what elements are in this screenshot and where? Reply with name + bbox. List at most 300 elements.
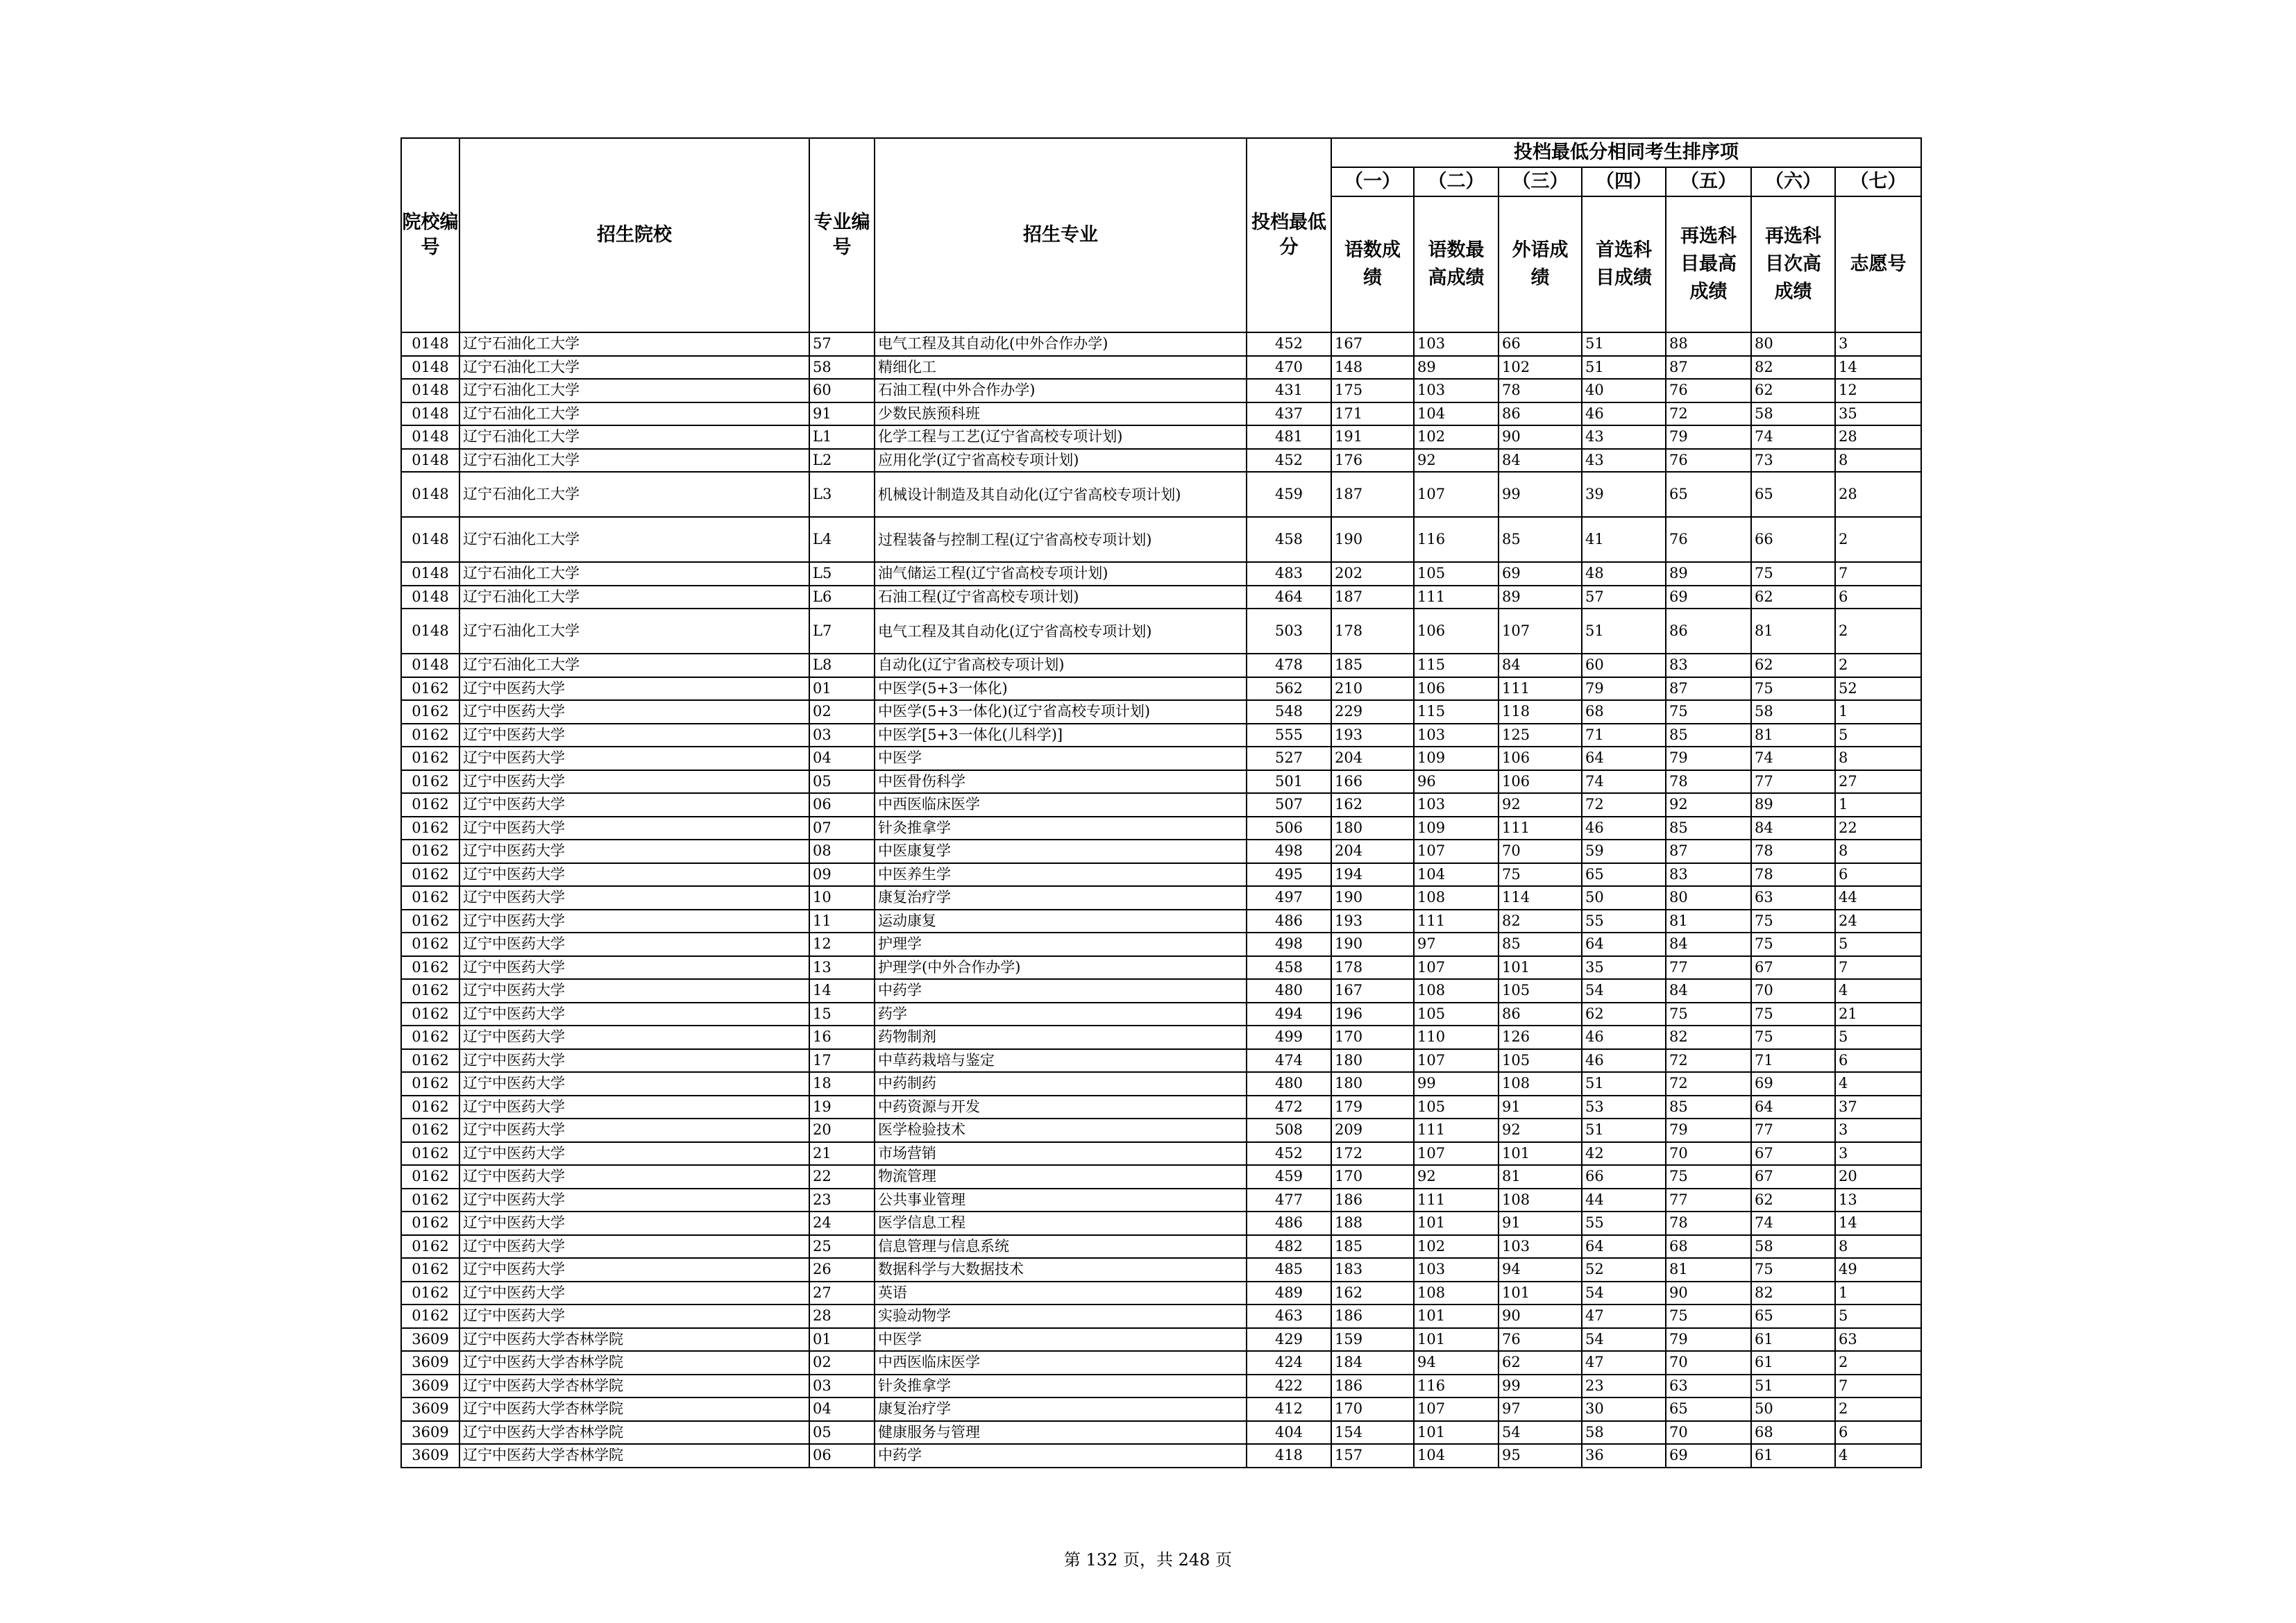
sort4-cell: 36	[1582, 1444, 1666, 1468]
sort6-cell: 58	[1751, 700, 1835, 724]
major-name-cell: 少数民族预科班	[875, 402, 1247, 426]
school-code-cell: 0162	[401, 1258, 459, 1282]
sort1-cell: 159	[1331, 1328, 1414, 1352]
sort3-cell: 86	[1499, 402, 1582, 426]
major-code-cell: 23	[809, 1189, 875, 1212]
min-score-cell: 508	[1247, 1119, 1331, 1142]
sort3-cell: 89	[1499, 586, 1582, 609]
sort1-cell: 178	[1331, 609, 1414, 654]
major-code-cell: 24	[809, 1212, 875, 1235]
sort5-cell: 75	[1666, 700, 1751, 724]
table-row	[401, 609, 1921, 654]
sort7-cell: 7	[1835, 956, 1921, 980]
major-code-cell: 09	[809, 863, 875, 887]
sort5-cell: 76	[1666, 517, 1751, 562]
sort6-cell: 61	[1751, 1328, 1835, 1352]
sort1-cell: 186	[1331, 1189, 1414, 1212]
table-row	[401, 425, 1921, 449]
table-body	[401, 332, 1921, 1468]
header-order-3: （三）	[1499, 167, 1582, 196]
school-code-cell: 3609	[401, 1421, 459, 1445]
sort5-cell: 83	[1666, 654, 1751, 677]
sort6-cell: 64	[1751, 1096, 1835, 1119]
sort6-cell: 78	[1751, 863, 1835, 887]
sort1-cell: 188	[1331, 1212, 1414, 1235]
sort1-cell: 162	[1331, 1282, 1414, 1305]
school-code-cell: 0148	[401, 379, 459, 402]
sort2-cell: 101	[1414, 1421, 1499, 1445]
sort6-cell: 84	[1751, 817, 1835, 840]
major-name-cell: 中药制药	[875, 1072, 1247, 1096]
major-name-cell: 中医康复学	[875, 840, 1247, 863]
sort5-cell: 77	[1666, 1189, 1751, 1212]
school-code-cell: 0162	[401, 886, 459, 910]
major-name-cell: 康复治疗学	[875, 1397, 1247, 1421]
min-score-cell: 480	[1247, 1072, 1331, 1096]
sort3-cell: 70	[1499, 840, 1582, 863]
sort3-cell: 54	[1499, 1421, 1582, 1445]
sort1-cell: 210	[1331, 677, 1414, 701]
min-score-cell: 470	[1247, 356, 1331, 380]
sort6-cell: 77	[1751, 770, 1835, 794]
sort4-cell: 46	[1582, 402, 1666, 426]
sort6-cell: 50	[1751, 1397, 1835, 1421]
school-name-cell: 辽宁中医药大学	[459, 956, 809, 980]
school-name-cell: 辽宁中医药大学	[459, 1026, 809, 1049]
sort3-cell: 99	[1499, 1375, 1582, 1398]
table-row	[401, 1444, 1921, 1468]
sort7-cell: 8	[1835, 1235, 1921, 1259]
school-name-cell: 辽宁中医药大学杏林学院	[459, 1351, 809, 1375]
school-name-cell: 辽宁中医药大学杏林学院	[459, 1375, 809, 1398]
table-row	[401, 1351, 1921, 1375]
sort2-cell: 103	[1414, 793, 1499, 817]
major-code-cell: 17	[809, 1049, 875, 1073]
sort6-cell: 70	[1751, 979, 1835, 1003]
table-row	[401, 1328, 1921, 1352]
table-row	[401, 379, 1921, 402]
school-name-cell: 辽宁石油化工大学	[459, 562, 809, 586]
sort4-cell: 51	[1582, 609, 1666, 654]
school-name-cell: 辽宁中医药大学	[459, 770, 809, 794]
sort7-cell: 24	[1835, 910, 1921, 933]
sort2-cell: 92	[1414, 449, 1499, 473]
school-name-cell: 辽宁中医药大学	[459, 886, 809, 910]
school-name-cell: 辽宁石油化工大学	[459, 609, 809, 654]
sort4-cell: 66	[1582, 1165, 1666, 1189]
school-code-cell: 0162	[401, 677, 459, 701]
min-score-cell: 495	[1247, 863, 1331, 887]
sort2-cell: 106	[1414, 609, 1499, 654]
sort6-cell: 75	[1751, 1026, 1835, 1049]
min-score-cell: 431	[1247, 379, 1331, 402]
sort1-cell: 229	[1331, 700, 1414, 724]
table-row	[401, 979, 1921, 1003]
sort3-cell: 108	[1499, 1189, 1582, 1212]
table-row	[401, 1072, 1921, 1096]
major-code-cell: 06	[809, 1444, 875, 1468]
header-sort-item-1: 语数成绩	[1331, 196, 1414, 332]
sort2-cell: 104	[1414, 1444, 1499, 1468]
sort7-cell: 2	[1835, 1351, 1921, 1375]
school-code-cell: 0148	[401, 586, 459, 609]
major-code-cell: L4	[809, 517, 875, 562]
header-school-code: 院校编号	[401, 138, 459, 332]
header-order-2: （二）	[1414, 167, 1499, 196]
school-code-cell: 0162	[401, 1049, 459, 1073]
school-name-cell: 辽宁中医药大学	[459, 1282, 809, 1305]
sort2-cell: 109	[1414, 817, 1499, 840]
sort1-cell: 190	[1331, 933, 1414, 956]
sort4-cell: 51	[1582, 356, 1666, 380]
sort6-cell: 62	[1751, 1189, 1835, 1212]
sort7-cell: 14	[1835, 356, 1921, 380]
min-score-cell: 429	[1247, 1328, 1331, 1352]
min-score-cell: 555	[1247, 724, 1331, 747]
sort3-cell: 91	[1499, 1212, 1582, 1235]
school-name-cell: 辽宁中医药大学	[459, 677, 809, 701]
sort1-cell: 185	[1331, 654, 1414, 677]
sort2-cell: 115	[1414, 654, 1499, 677]
sort1-cell: 176	[1331, 449, 1414, 473]
major-name-cell: 中西医临床医学	[875, 793, 1247, 817]
sort2-cell: 111	[1414, 910, 1499, 933]
major-name-cell: 精细化工	[875, 356, 1247, 380]
sort7-cell: 5	[1835, 933, 1921, 956]
min-score-cell: 486	[1247, 1212, 1331, 1235]
major-name-cell: 护理学	[875, 933, 1247, 956]
sort4-cell: 72	[1582, 793, 1666, 817]
sort1-cell: 190	[1331, 517, 1414, 562]
school-code-cell: 0162	[401, 1165, 459, 1189]
sort4-cell: 50	[1582, 886, 1666, 910]
major-code-cell: 25	[809, 1235, 875, 1259]
school-name-cell: 辽宁石油化工大学	[459, 425, 809, 449]
sort3-cell: 85	[1499, 933, 1582, 956]
major-name-cell: 实验动物学	[875, 1305, 1247, 1328]
major-code-cell: 26	[809, 1258, 875, 1282]
sort5-cell: 79	[1666, 425, 1751, 449]
sort1-cell: 186	[1331, 1305, 1414, 1328]
sort5-cell: 65	[1666, 472, 1751, 517]
major-code-cell: L1	[809, 425, 875, 449]
school-name-cell: 辽宁中医药大学	[459, 1003, 809, 1026]
sort2-cell: 108	[1414, 979, 1499, 1003]
school-code-cell: 0162	[401, 747, 459, 770]
sort2-cell: 105	[1414, 1003, 1499, 1026]
sort7-cell: 8	[1835, 449, 1921, 473]
sort4-cell: 71	[1582, 724, 1666, 747]
school-code-cell: 0148	[401, 356, 459, 380]
sort6-cell: 81	[1751, 609, 1835, 654]
sort7-cell: 63	[1835, 1328, 1921, 1352]
sort5-cell: 82	[1666, 1026, 1751, 1049]
sort3-cell: 101	[1499, 956, 1582, 980]
sort6-cell: 68	[1751, 1421, 1835, 1445]
sort7-cell: 6	[1835, 863, 1921, 887]
school-code-cell: 0162	[401, 1305, 459, 1328]
major-code-cell: 02	[809, 700, 875, 724]
sort4-cell: 53	[1582, 1096, 1666, 1119]
sort7-cell: 13	[1835, 1189, 1921, 1212]
sort3-cell: 114	[1499, 886, 1582, 910]
sort6-cell: 75	[1751, 910, 1835, 933]
sort1-cell: 170	[1331, 1165, 1414, 1189]
sort6-cell: 67	[1751, 1165, 1835, 1189]
sort1-cell: 187	[1331, 586, 1414, 609]
min-score-cell: 481	[1247, 425, 1331, 449]
sort4-cell: 41	[1582, 517, 1666, 562]
sort2-cell: 104	[1414, 402, 1499, 426]
header-sort-item-7: 志愿号	[1835, 196, 1921, 332]
sort7-cell: 5	[1835, 724, 1921, 747]
school-code-cell: 0148	[401, 562, 459, 586]
school-name-cell: 辽宁石油化工大学	[459, 402, 809, 426]
sort4-cell: 43	[1582, 425, 1666, 449]
sort5-cell: 69	[1666, 586, 1751, 609]
sort3-cell: 69	[1499, 562, 1582, 586]
sort1-cell: 154	[1331, 1421, 1414, 1445]
sort2-cell: 111	[1414, 1119, 1499, 1142]
sort7-cell: 28	[1835, 425, 1921, 449]
sort2-cell: 92	[1414, 1165, 1499, 1189]
min-score-cell: 412	[1247, 1397, 1331, 1421]
sort2-cell: 106	[1414, 677, 1499, 701]
school-name-cell: 辽宁中医药大学	[459, 1165, 809, 1189]
sort1-cell: 180	[1331, 1072, 1414, 1096]
school-code-cell: 0148	[401, 609, 459, 654]
sort5-cell: 88	[1666, 332, 1751, 356]
school-name-cell: 辽宁中医药大学	[459, 817, 809, 840]
sort1-cell: 204	[1331, 840, 1414, 863]
table-row	[401, 1142, 1921, 1166]
sort4-cell: 55	[1582, 1212, 1666, 1235]
major-code-cell: 14	[809, 979, 875, 1003]
sort1-cell: 186	[1331, 1375, 1414, 1398]
sort3-cell: 118	[1499, 700, 1582, 724]
sort2-cell: 109	[1414, 747, 1499, 770]
school-code-cell: 0162	[401, 1003, 459, 1026]
table-row	[401, 449, 1921, 473]
major-name-cell: 中医学	[875, 747, 1247, 770]
school-code-cell: 0162	[401, 1119, 459, 1142]
min-score-cell: 489	[1247, 1282, 1331, 1305]
sort1-cell: 187	[1331, 472, 1414, 517]
sort7-cell: 3	[1835, 332, 1921, 356]
major-name-cell: 电气工程及其自动化(中外合作办学)	[875, 332, 1247, 356]
sort1-cell: 171	[1331, 402, 1414, 426]
sort3-cell: 92	[1499, 793, 1582, 817]
table-row	[401, 1003, 1921, 1026]
sort5-cell: 85	[1666, 817, 1751, 840]
sort4-cell: 47	[1582, 1305, 1666, 1328]
sort5-cell: 86	[1666, 609, 1751, 654]
sort6-cell: 69	[1751, 1072, 1835, 1096]
table-row	[401, 402, 1921, 426]
major-name-cell: 中药学	[875, 1444, 1247, 1468]
sort3-cell: 108	[1499, 1072, 1582, 1096]
school-code-cell: 0162	[401, 1235, 459, 1259]
sort6-cell: 75	[1751, 677, 1835, 701]
sort5-cell: 83	[1666, 863, 1751, 887]
sort5-cell: 92	[1666, 793, 1751, 817]
school-name-cell: 辽宁中医药大学	[459, 793, 809, 817]
school-name-cell: 辽宁中医药大学	[459, 724, 809, 747]
school-name-cell: 辽宁中医药大学	[459, 700, 809, 724]
sort4-cell: 42	[1582, 1142, 1666, 1166]
min-score-cell: 527	[1247, 747, 1331, 770]
sort3-cell: 90	[1499, 1305, 1582, 1328]
table-row	[401, 654, 1921, 677]
sort2-cell: 97	[1414, 933, 1499, 956]
min-score-cell: 452	[1247, 449, 1331, 473]
sort3-cell: 78	[1499, 379, 1582, 402]
major-code-cell: L8	[809, 654, 875, 677]
min-score-cell: 452	[1247, 332, 1331, 356]
page-footer: 第 132 页，共 248 页	[1063, 1550, 1233, 1570]
sort5-cell: 85	[1666, 724, 1751, 747]
sort5-cell: 72	[1666, 402, 1751, 426]
major-code-cell: 12	[809, 933, 875, 956]
school-name-cell: 辽宁中医药大学	[459, 1049, 809, 1073]
school-code-cell: 3609	[401, 1444, 459, 1468]
school-code-cell: 0162	[401, 770, 459, 794]
sort6-cell: 89	[1751, 793, 1835, 817]
sort5-cell: 79	[1666, 1328, 1751, 1352]
sort2-cell: 105	[1414, 562, 1499, 586]
min-score-cell: 483	[1247, 562, 1331, 586]
major-code-cell: 60	[809, 379, 875, 402]
sort1-cell: 184	[1331, 1351, 1414, 1375]
major-code-cell: 13	[809, 956, 875, 980]
sort2-cell: 102	[1414, 425, 1499, 449]
min-score-cell: 480	[1247, 979, 1331, 1003]
school-code-cell: 0162	[401, 863, 459, 887]
table-row	[401, 933, 1921, 956]
sort3-cell: 90	[1499, 425, 1582, 449]
sort7-cell: 7	[1835, 1375, 1921, 1398]
major-code-cell: 07	[809, 817, 875, 840]
major-name-cell: 健康服务与管理	[875, 1421, 1247, 1445]
sort7-cell: 49	[1835, 1258, 1921, 1282]
sort5-cell: 84	[1666, 979, 1751, 1003]
sort4-cell: 64	[1582, 1235, 1666, 1259]
sort1-cell: 167	[1331, 979, 1414, 1003]
table-row	[401, 700, 1921, 724]
major-name-cell: 中医学(5+3一体化)(辽宁省高校专项计划)	[875, 700, 1247, 724]
min-score-cell: 477	[1247, 1189, 1331, 1212]
sort4-cell: 74	[1582, 770, 1666, 794]
major-name-cell: 中医学	[875, 1328, 1247, 1352]
sort3-cell: 103	[1499, 1235, 1582, 1259]
school-name-cell: 辽宁石油化工大学	[459, 517, 809, 562]
school-name-cell: 辽宁石油化工大学	[459, 654, 809, 677]
school-code-cell: 0162	[401, 817, 459, 840]
sort1-cell: 180	[1331, 1049, 1414, 1073]
sort1-cell: 170	[1331, 1397, 1414, 1421]
header-school: 招生院校	[459, 138, 809, 332]
school-name-cell: 辽宁中医药大学	[459, 863, 809, 887]
sort2-cell: 107	[1414, 1397, 1499, 1421]
sort7-cell: 1	[1835, 1282, 1921, 1305]
header-major: 招生专业	[875, 138, 1247, 332]
sort7-cell: 5	[1835, 1305, 1921, 1328]
table-row	[401, 1375, 1921, 1398]
sort3-cell: 105	[1499, 1049, 1582, 1073]
sort3-cell: 101	[1499, 1282, 1582, 1305]
sort3-cell: 85	[1499, 517, 1582, 562]
sort2-cell: 111	[1414, 586, 1499, 609]
sort6-cell: 71	[1751, 1049, 1835, 1073]
table-row	[401, 1049, 1921, 1073]
sort6-cell: 75	[1751, 933, 1835, 956]
school-name-cell: 辽宁中医药大学	[459, 1096, 809, 1119]
sort5-cell: 70	[1666, 1142, 1751, 1166]
major-code-cell: 03	[809, 724, 875, 747]
major-name-cell: 中药学	[875, 979, 1247, 1003]
min-score-cell: 459	[1247, 472, 1331, 517]
sort4-cell: 43	[1582, 449, 1666, 473]
sort4-cell: 62	[1582, 1003, 1666, 1026]
sort7-cell: 1	[1835, 700, 1921, 724]
sort5-cell: 79	[1666, 1119, 1751, 1142]
min-score-cell: 498	[1247, 840, 1331, 863]
sort3-cell: 84	[1499, 449, 1582, 473]
sort6-cell: 77	[1751, 1119, 1835, 1142]
sort7-cell: 2	[1835, 609, 1921, 654]
sort7-cell: 2	[1835, 654, 1921, 677]
sort7-cell: 4	[1835, 1072, 1921, 1096]
school-name-cell: 辽宁石油化工大学	[459, 586, 809, 609]
school-name-cell: 辽宁中医药大学	[459, 1142, 809, 1166]
sort5-cell: 70	[1666, 1351, 1751, 1375]
sort7-cell: 3	[1835, 1142, 1921, 1166]
sort3-cell: 97	[1499, 1397, 1582, 1421]
sort7-cell: 35	[1835, 402, 1921, 426]
sort5-cell: 87	[1666, 840, 1751, 863]
major-name-cell: 中药资源与开发	[875, 1096, 1247, 1119]
major-name-cell: 针灸推拿学	[875, 1375, 1247, 1398]
school-code-cell: 0162	[401, 700, 459, 724]
major-code-cell: 04	[809, 747, 875, 770]
table-row	[401, 586, 1921, 609]
sort2-cell: 96	[1414, 770, 1499, 794]
sort3-cell: 86	[1499, 1003, 1582, 1026]
min-score-cell: 404	[1247, 1421, 1331, 1445]
major-name-cell: 药物制剂	[875, 1026, 1247, 1049]
sort5-cell: 79	[1666, 747, 1751, 770]
major-name-cell: 中医学(5+3一体化)	[875, 677, 1247, 701]
min-score-cell: 472	[1247, 1096, 1331, 1119]
table-row	[401, 1119, 1921, 1142]
sort4-cell: 79	[1582, 677, 1666, 701]
sort6-cell: 61	[1751, 1444, 1835, 1468]
school-code-cell: 0162	[401, 724, 459, 747]
school-name-cell: 辽宁石油化工大学	[459, 472, 809, 517]
sort7-cell: 5	[1835, 1026, 1921, 1049]
sort2-cell: 107	[1414, 472, 1499, 517]
sort7-cell: 6	[1835, 1421, 1921, 1445]
sort4-cell: 46	[1582, 1049, 1666, 1073]
sort2-cell: 115	[1414, 700, 1499, 724]
school-code-cell: 0162	[401, 933, 459, 956]
school-code-cell: 3609	[401, 1351, 459, 1375]
sort5-cell: 72	[1666, 1072, 1751, 1096]
sort1-cell: 190	[1331, 886, 1414, 910]
min-score-cell: 474	[1247, 1049, 1331, 1073]
sort1-cell: 157	[1331, 1444, 1414, 1468]
sort2-cell: 111	[1414, 1189, 1499, 1212]
